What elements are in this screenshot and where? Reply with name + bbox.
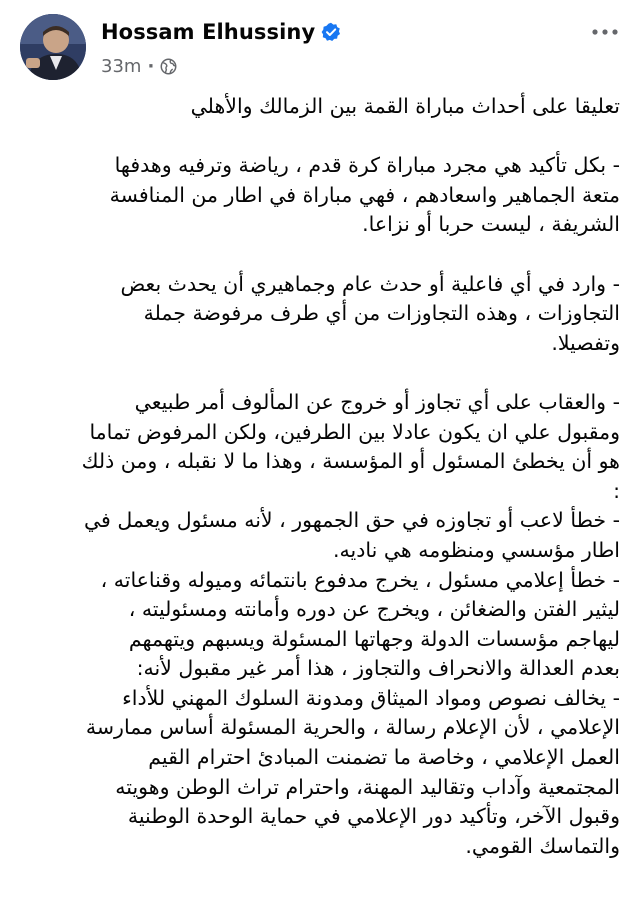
post-text-line: وتفصيلا. bbox=[551, 330, 620, 355]
post-text-line bbox=[16, 358, 620, 388]
author-name[interactable]: Hossam Elhussiny bbox=[101, 20, 316, 44]
post-text-line: - وارد في أي فاعلية أو حدث عام وجماهيري أن يحدث بعض bbox=[120, 271, 620, 296]
post-text-line: الشريفة ، ليست حربا أو نزاعا. bbox=[362, 212, 620, 237]
post-text-line: التجاوزات ، وهذه التجاوزات من أي طرف مرفوضة جملة bbox=[143, 301, 620, 326]
post-text-line: العمل الإعلامي ، وخاصة ما تضمنت المبادئ احترام القيم bbox=[148, 745, 620, 770]
globe-icon[interactable] bbox=[160, 58, 177, 75]
post-text-line: - يخالف نصوص ومواد الميثاق ومدونة السلوك المهني للأداء bbox=[122, 685, 620, 710]
post-text-line: - والعقاب على أي تجاوز أو خروج عن المألوف أمر طبيعي bbox=[134, 389, 620, 414]
author-line bbox=[101, 20, 341, 44]
avatar-photo bbox=[20, 14, 86, 80]
post-text-line: ليهاجم مؤسسات الدولة وجهاتها المسئولة ويسبهم ويتهمهم bbox=[128, 626, 620, 651]
post-text-line: اطار مؤسسي ومنظومه هي ناديه. bbox=[333, 537, 620, 562]
post-text-line: هو أن يخطئ المسئول أو المؤسسة ، وهذا ما لا نقبله ، ومن ذلك bbox=[81, 449, 620, 474]
post-text-line: متعة الجماهير واسعادهم ، فهي مباراة في اطار من المنافسة bbox=[109, 182, 620, 207]
post-text-line: : bbox=[613, 478, 620, 503]
post-text-line: - خطأ إعلامي مسئول ، يخرج مدفوع بانتمائه وميوله وقناعاته ، bbox=[100, 567, 620, 592]
post-meta bbox=[101, 56, 177, 77]
verified-badge-icon bbox=[321, 22, 341, 42]
post-timestamp[interactable]: 33m bbox=[101, 56, 142, 77]
post-text-line: ليثير الفتن والضغائن ، ويخرج عن دوره وأمانته ومسئوليته ، bbox=[128, 597, 620, 622]
post-text-line: ومقبول علي ان يكون عادلا بين الطرفين، ولكن المرفوض تماما bbox=[89, 419, 620, 444]
post-text-line: المجتمعية وآداب وتقاليد المهنة، واحترام تراث الوطن وهويته bbox=[115, 774, 620, 799]
post-text-line: - بكل تأكيد هي مجرد مباراة كرة قدم ، رياضة وترفيه وهدفها bbox=[114, 153, 620, 178]
post-text-line: - خطأ لاعب أو تجاوزه في حق الجمهور ، لأنه مسئول ويعمل في bbox=[83, 508, 620, 533]
more-horizontal-icon[interactable] bbox=[588, 20, 622, 44]
author-avatar[interactable] bbox=[20, 14, 86, 80]
post-header bbox=[0, 0, 640, 92]
post-text-line: الإعلامي ، لأن الإعلام رسالة ، والحرية المسئولة أساس ممارسة bbox=[85, 715, 620, 740]
post-text-line: بعدم العدالة والانحراف والتجاوز ، هذا أمر غير مقبول لأنه: bbox=[136, 656, 620, 681]
post-text-line bbox=[16, 240, 620, 270]
post-text-line: والتماسك القومي. bbox=[465, 833, 620, 858]
post-text-line: تعليقا على أحداث مباراة القمة بين الزمالك والأهلي bbox=[190, 94, 620, 118]
meta-separator: · bbox=[147, 56, 155, 77]
post-text bbox=[16, 92, 620, 861]
post-text-line: وقبول الآخر، وتأكيد دور الإعلامي في حماية الوحدة الوطنية bbox=[127, 804, 620, 829]
post-text-line bbox=[16, 122, 620, 152]
